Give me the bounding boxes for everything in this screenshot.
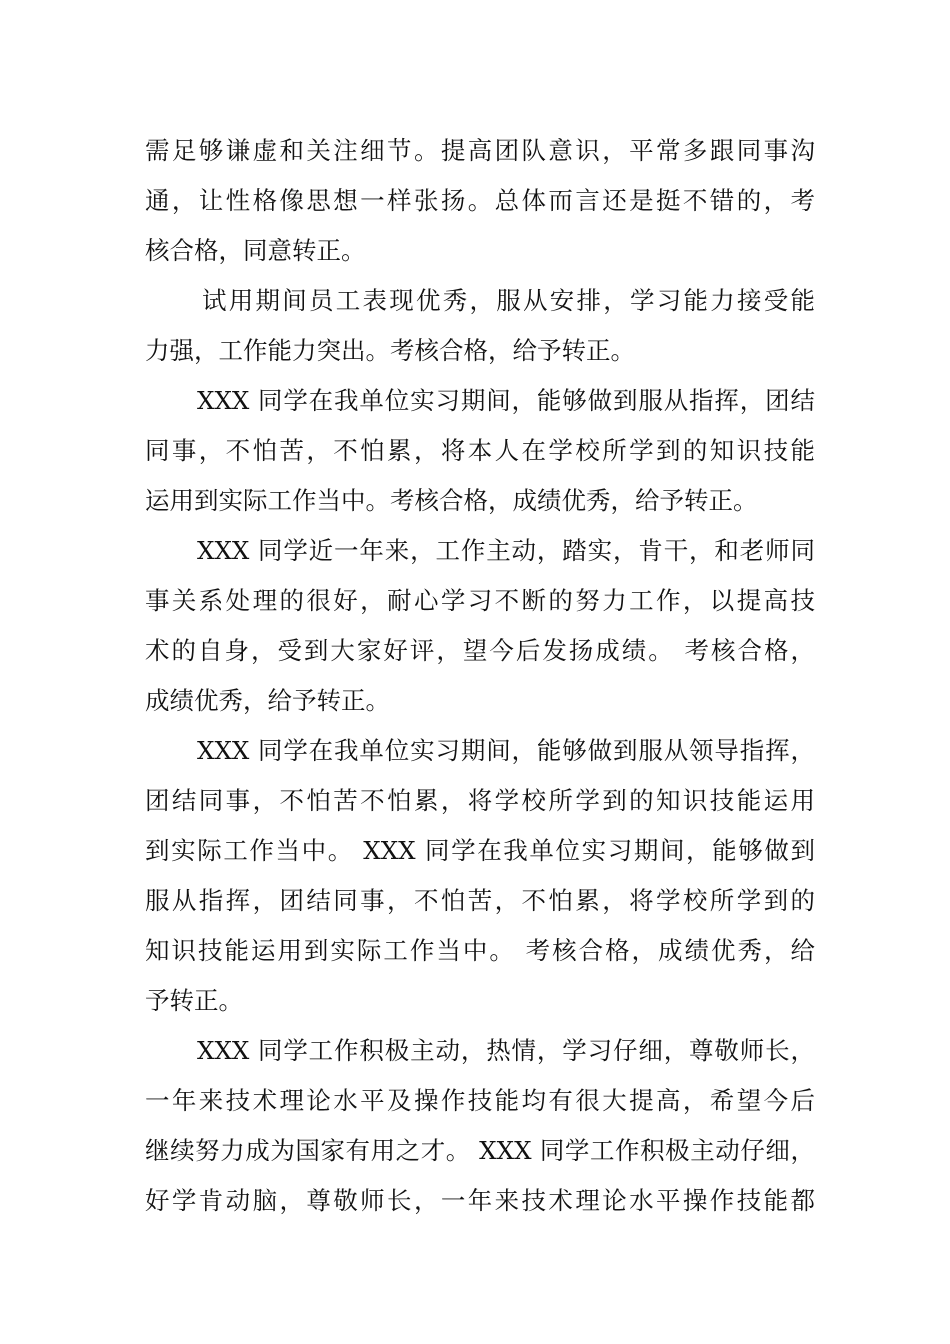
paragraph-1 bbox=[145, 126, 815, 276]
text-line: 需足够谦虚和关注细节。提高团队意识，平常多跟同事沟 bbox=[145, 136, 815, 165]
paragraph-6 bbox=[145, 1026, 815, 1226]
text-line: 事关系处理的很好，耐心学习不断的努力工作，以提高技 bbox=[145, 586, 815, 615]
document-body bbox=[145, 126, 815, 1226]
text-line: XXX 同学近一年来，工作主动，踏实，肯干，和老师同 bbox=[197, 536, 815, 565]
text-line: 一年来技术理论水平及操作技能均有很大提高，希望今后 bbox=[145, 1086, 815, 1115]
text-line: 运用到实际工作当中。考核合格，成绩优秀，给予转正。 bbox=[145, 486, 758, 515]
text-line: 服从指挥，团结同事，不怕苦，不怕累，将学校所学到的 bbox=[145, 886, 815, 915]
text-line: 予转正。 bbox=[145, 986, 243, 1015]
paragraph-4 bbox=[145, 526, 815, 726]
text-line: 通，让性格像思想一样张扬。总体而言还是挺不错的，考 bbox=[145, 186, 815, 215]
paragraph-5 bbox=[145, 726, 815, 1026]
text-line: 试用期间员工表现优秀，服从安排，学习能力接受能 bbox=[202, 286, 815, 315]
text-line: XXX 同学工作积极主动，热情，学习仔细，尊敬师长， bbox=[197, 1036, 815, 1065]
paragraph-2 bbox=[145, 276, 815, 376]
text-line: 同事，不怕苦，不怕累，将本人在学校所学到的知识技能 bbox=[145, 436, 815, 465]
text-line: 力强，工作能力突出。考核合格，给予转正。 bbox=[145, 336, 635, 365]
text-line: 团结同事，不怕苦不怕累，将学校所学到的知识技能运用 bbox=[145, 786, 815, 815]
text-line: 知识技能运用到实际工作当中。 考核合格，成绩优秀，给 bbox=[145, 936, 815, 965]
text-line: 到实际工作当中。 XXX 同学在我单位实习期间，能够做到 bbox=[145, 836, 815, 865]
text-line: XXX 同学在我单位实习期间，能够做到服从指挥，团结 bbox=[197, 386, 815, 415]
text-line: 核合格，同意转正。 bbox=[145, 236, 366, 265]
text-line: XXX 同学在我单位实习期间，能够做到服从领导指挥， bbox=[197, 736, 815, 765]
paragraph-3 bbox=[145, 376, 815, 526]
text-line: 成绩优秀，给予转正。 bbox=[145, 686, 390, 715]
text-line: 好学肯动脑，尊敬师长，一年来技术理论水平操作技能都 bbox=[145, 1186, 815, 1215]
text-line: 继续努力成为国家有用之才。 XXX 同学工作积极主动仔细， bbox=[145, 1136, 815, 1165]
text-line: 术的自身，受到大家好评，望今后发扬成绩。 考核合格， bbox=[145, 636, 815, 665]
